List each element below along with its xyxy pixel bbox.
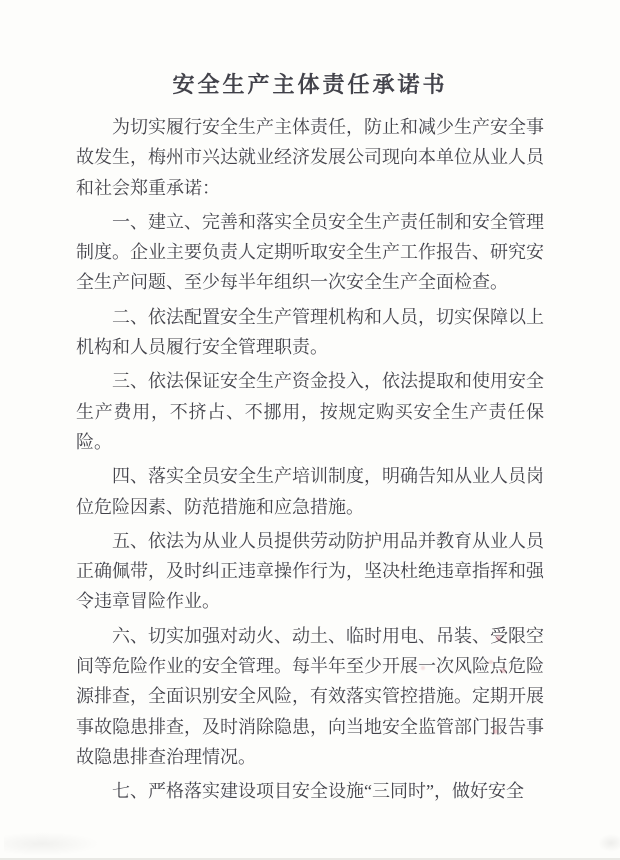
document-body <box>76 112 544 807</box>
stamp-bleed-speck <box>489 660 493 664</box>
document-paragraph: 七、严格落实建设项目安全设施“三同时”，做好安全 <box>112 781 524 802</box>
stamp-bleed-speck <box>500 668 506 673</box>
document-paragraph: 五、依法为从业人员提供劳动防护用品并教育从业人员正确佩带，及时纠正违章操作行为，坚决杜绝违章指挥和强令违章冒险作业。 <box>76 530 544 612</box>
document-paragraph: 三、依法保证安全生产资金投入，依法提取和使用安全生产费用，不挤占、不挪用，按规定购买安全生产责任保险。 <box>76 371 544 452</box>
document-paragraph: 二、依法配置安全生产管理机构和人员，切实保障以上机构和人员履行安全管理职责。 <box>76 306 544 358</box>
scan-smudge <box>4 832 99 856</box>
document-title: 安全生产主体责任承诺书 <box>172 72 448 97</box>
document-paragraph: 一、建立、完善和落实全员安全生产责任制和安全管理制度。企业主要负责人定期听取安全生产工作报告、研究安全生产问题、至少每半年组织一次安全生产全面检查。 <box>76 211 544 293</box>
document-paragraph: 四、落实全员安全生产培训制度，明确告知从业人员岗位危险因素、防范措施和应急措施。 <box>76 466 544 517</box>
stamp-bleed-speck <box>496 635 501 641</box>
stamp-bleed-speck <box>493 728 498 734</box>
document-paragraph: 为切实履行安全生产主体责任，防止和减少生产安全事故发生，梅州市兴达就业经济发展公司现向本单位从业人员和社会郑重承诺： <box>76 117 544 198</box>
scan-smudge <box>598 834 620 852</box>
stamp-bleed-speck <box>421 666 425 670</box>
document-paragraph: 六、切实加强对动火、动土、临时用电、吊装、受限空间等危险作业的安全管理。每半年至少开展一次风险点危险源排查，全面识别安全风险，有效落实管控措施。定期开展事故隐患排查，及时消除隐患，向当地安全监管部门报告事故隐患排查治理情况。 <box>76 625 544 767</box>
